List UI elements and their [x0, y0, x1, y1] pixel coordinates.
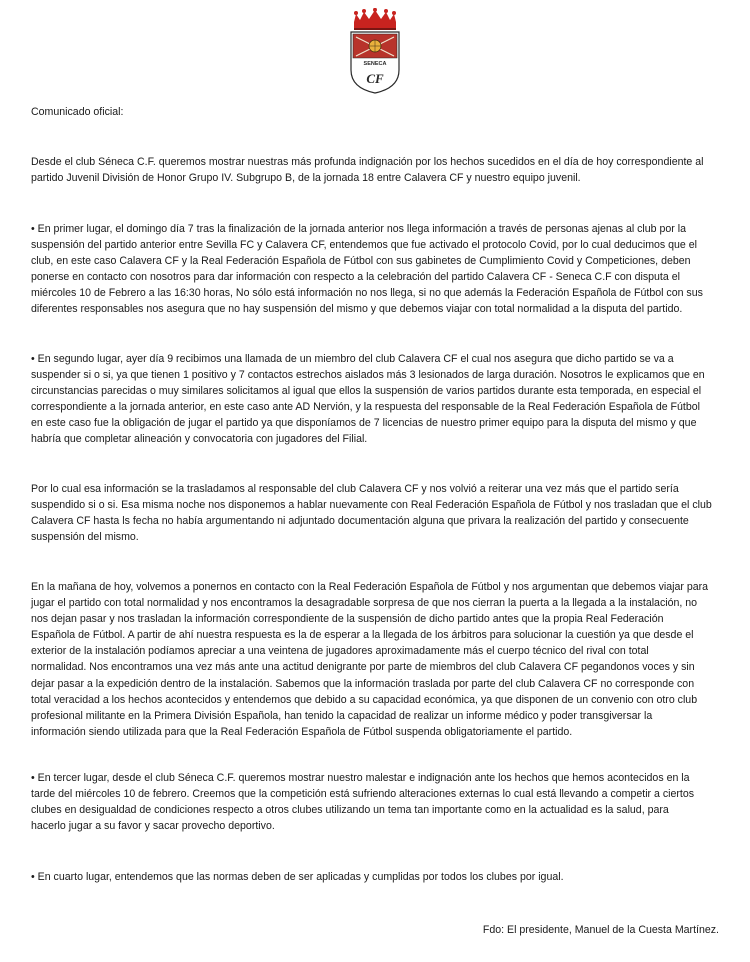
text-line: información siendo utilizada para que la Real Federación Española de Fútbol suspenda obligatoriamente el partido. — [31, 725, 573, 738]
text-line: ponerse en contacto con nosotros para dar información con respecto a la celebración del partido Calavera CF - Seneca C.F con disputa el — [31, 271, 680, 284]
paragraph-fourth-point — [31, 869, 721, 885]
text-line: tarde del miércoles 10 de febrero. Creemos que la competición está sufriendo alteraciones externas lo cual está llevando a competir a ciertos — [31, 788, 695, 801]
text-line: dejar pasar a la expedición dentro de la instalación. Sabemos que la información traslada por parte del club Calavera CF no corresponde con — [31, 677, 695, 690]
paragraph-first-point — [31, 221, 721, 318]
text-line: miércoles 10 de Febrero a las 16:30 horas, No sólo está información no nos llega, si no que además la Federación Española de Fútbol con sus — [31, 287, 703, 300]
crest-initials: CF — [366, 71, 384, 86]
text-line: diferentes responsables nos asegura que no hay suspensión del mismo y que debemos viajar con total normalidad a la disputa del partido. — [31, 303, 683, 316]
text-line: clubes en desigualdad de condiciones respecto a otros clubes utilizando un tema tan importante como en la actualidad es la salud, para — [31, 804, 669, 817]
text-line: correspondiente a la jornada anterior, en este caso ante AD Nervión, y la respuesta del responsable de la Real Federación Española de Fútbol — [31, 401, 700, 414]
text-line: • En primer lugar, el domingo día 7 tras la finalización de la jornada anterior nos llega información a través de personas ajenas al club por la — [31, 223, 687, 235]
text-line: nos dejan pasar y nos trasladan la información correspondiente de la suspensión de dicho partido antes que la propia Real Federación — [31, 613, 664, 626]
text-line: partido Juvenil División de Honor Grupo IV. Subgrupo B, de la jornada 18 entre Calavera CF y nuestro equipo juvenil. — [31, 172, 581, 185]
text-line: En la mañana de hoy, volvemos a ponernos en contacto con la Real Federación Española de Fútbol y nos argumentan que debemos viajar para — [31, 581, 709, 593]
text-line: profesional militante en la Primera División Española, han tenido la capacidad de realizar un informe médico y poder transgiversar la — [31, 709, 653, 722]
paragraph-morning-events — [31, 579, 721, 740]
paragraph-second-point — [31, 351, 721, 448]
text-line: • En tercer lugar, desde el club Séneca C.F. queremos mostrar nuestro malestar e indignación ante los hechos que hemos acontecidos en la — [31, 772, 690, 784]
paragraph-third-point — [31, 770, 721, 834]
text-line: habría que completar alineación y convocatoria con jugadores del Filial. — [31, 433, 368, 446]
document-heading: Comunicado oficial: — [31, 106, 124, 118]
text-line: • En segundo lugar, ayer día 9 recibimos una llamada de un miembro del club Calavera CF el cual nos asegura que dicho partido se va a — [31, 353, 674, 365]
text-line: normalidad. Nos encontramos una vez más ante una actitud denigrante por parte de miembros del club Calavera CF pegandonos voces y sin — [31, 661, 695, 674]
text-line: Por lo cual esa información se la trasladamos al responsable del club Calavera CF y nos volvió a reiterar una vez más que el partido sería — [31, 483, 679, 495]
text-line: Calavera CF hasta ls fecha no había argumentando ni adjuntado documentación alguna que privara la realización del partido y consecuente — [31, 515, 689, 528]
text-line: exterior de la instalación podíamos apreciar a una veintena de jugadores aproximadamente más el cuerpo técnico del rival con total — [31, 645, 649, 658]
text-line: hacerlo jugar a su favor y sacar provecho deportivo. — [31, 820, 275, 833]
text-line: • En cuarto lugar, entendemos que las normas deben de ser aplicadas y cumplidas por todos los clubes por igual. — [31, 871, 564, 883]
paragraph-intro — [31, 154, 721, 186]
crest-club-abbr: SENECA — [363, 61, 387, 67]
text-line: jugar el partido con total normalidad y nos encontramos la desagradable sorpresa de que nos cierran la puerta a la llegada a la instalación, no — [31, 597, 698, 610]
text-line: suspender si o si, ya que tienen 1 positivo y 7 contactos estrechos aislados más 3 lesionados de larga duración. Nosotros le explicamos que en — [31, 369, 705, 382]
text-line: total veracidad a los hechos acontecidos y entendemos que debido a su capacidad económica, ya que disponen de un convenio con otro club — [31, 693, 698, 706]
text-line: en este caso fue la obligación de jugar el partido ya que disponíamos de 7 licencias de nuestro primer equipo para la disputa del mismo y que — [31, 417, 697, 430]
text-line: suspensión del mismo. — [31, 531, 139, 544]
text-line: Española de Fútbol. A partir de ahí nuestra respuesta es la de esperar a la llegada de los árbitros para solucionar la cuestión ya que desde el — [31, 629, 694, 642]
paragraph-follow-up — [31, 481, 721, 545]
text-line: club, en este caso Calavera CF y la Real Federación Española de Fútbol con sus gabinetes de Cumplimiento Covid y Competiciones, deben — [31, 255, 691, 268]
text-line: suspensión del partido anterior entre Sevilla FC y Calavera CF, entendemos que fue activado el protocolo Covid, por lo cual deducimos que el — [31, 239, 698, 252]
signature-line: Fdo: El presidente, Manuel de la Cuesta Martínez. — [482, 924, 719, 936]
text-line: Desde el club Séneca C.F. queremos mostrar nuestras más profunda indignación por los hechos sucedidos en el día de hoy correspondiente al — [31, 156, 704, 168]
club-crest-logo — [342, 8, 408, 94]
text-line: suspendido si o si. Esa misma noche nos disponemos a hablar nuevamente con Real Federación Española de Fútbol y nos trasladan que el club — [31, 499, 712, 512]
text-line: circunstancias parecidas o muy similares solicitamos al igual que ellos la suspensión de varios partidos durante esta temporada, en especial el — [31, 385, 702, 398]
